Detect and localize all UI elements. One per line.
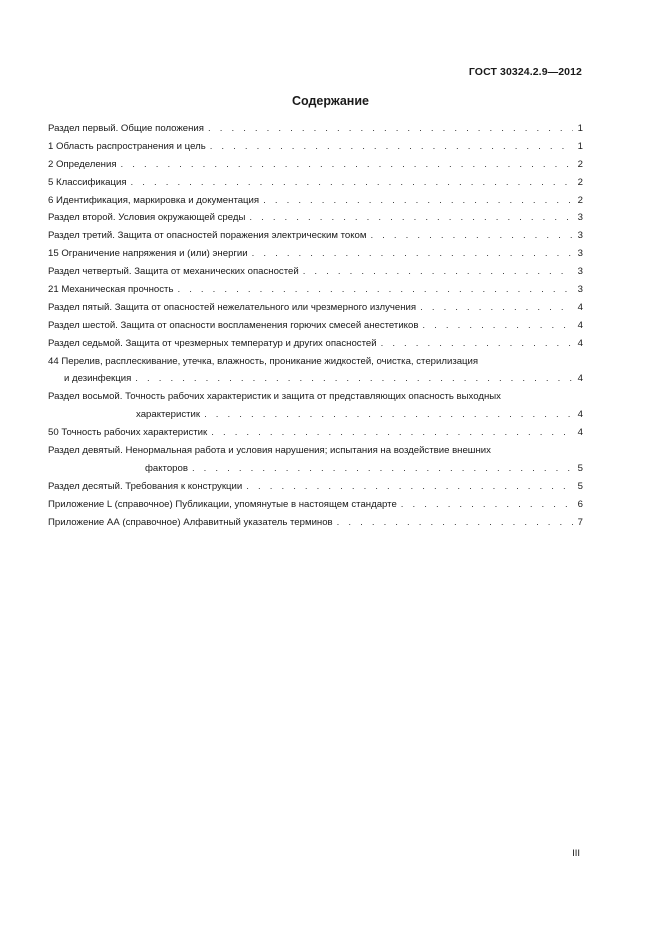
toc-entry-page: 3 [577,266,583,278]
dot-leader [370,227,572,245]
document-id: ГОСТ 30324.2.9—2012 [468,66,582,78]
toc-entry[interactable] [48,245,583,263]
dot-leader [204,406,573,424]
toc-entry-label: Раздел второй. Условия окружающей среды [48,212,246,224]
toc-entry-label: Раздел третий. Защита от опасностей поражения электрическим током [48,230,367,242]
dot-leader [249,209,572,227]
dot-leader [246,478,572,496]
toc-entry[interactable] [48,227,583,245]
toc-entry-label: Приложение L (справочное) Публикации, упомянутые в настоящем стандарте [48,498,397,510]
toc-entry[interactable] [48,335,583,353]
dot-leader [303,263,573,281]
toc-entry-page: 3 [577,284,583,296]
toc-entry-label: 15 Ограничение напряжения и (или) энергии [48,248,248,260]
toc-entry-page: 5 [577,480,583,492]
toc-entry-label: 44 Перелив, расплескивание, утечка, влажность, проникание жидкостей, очистка, стерилизация [48,355,479,367]
toc-entry-label: Приложение АА (справочное) Алфавитный указатель терминов [48,516,333,528]
toc-entry-page: 3 [577,230,583,242]
dot-leader [131,174,573,192]
toc-entry-label: Раздел первый. Общие положения [48,123,204,134]
toc-entry-page: 2 [577,158,583,170]
toc-entry[interactable] [48,317,583,335]
dot-leader [381,335,573,353]
toc-entry-page: 4 [577,409,583,421]
toc-entry[interactable] [48,353,583,389]
dot-leader [211,424,572,442]
toc-entry-label: 6 Идентификация, маркировка и документация [48,194,260,206]
toc-entry-label: Раздел седьмой. Защита от чрезмерных температур и других опасностей [48,337,377,349]
toc-entry-label-continued: и дезинфекция [64,373,132,385]
toc-entry-page: 2 [577,176,583,188]
toc-entry[interactable] [48,424,583,442]
toc-entry[interactable] [48,442,583,478]
toc-entry-label: Раздел шестой. Защита от опасности воспламенения горючих смесей анестетиков [48,319,419,331]
toc-entry[interactable] [48,299,583,317]
toc-entry-label: Раздел восьмой. Точность рабочих характеристик и защита от представляющих опасность выходных [48,391,501,403]
page-title: Содержание [291,94,369,108]
table-of-contents [48,120,583,531]
toc-entry-page: 6 [577,498,583,510]
toc-entry-page: 4 [577,373,583,385]
toc-entry-page: 1 [577,123,583,134]
toc-entry-label: 50 Точность рабочих характеристик [48,427,208,439]
toc-entry[interactable] [48,478,583,496]
toc-entry-label: Раздел девятый. Ненормальная работа и условия нарушения; испытания на воздействие внешних [48,445,491,457]
toc-entry-page: 4 [577,301,583,313]
toc-entry[interactable] [48,192,583,210]
toc-entry-label: 21 Механическая прочность [48,284,174,296]
toc-entry[interactable] [48,388,583,424]
toc-entry-label: 1 Область распространения и цель [48,140,206,152]
toc-entry-page: 2 [577,194,583,206]
dot-leader [208,120,573,138]
toc-entry[interactable] [48,156,583,174]
dot-leader [422,317,572,335]
toc-entry-page: 3 [577,248,583,260]
dot-leader [401,496,573,514]
toc-entry-label: Раздел пятый. Защита от опасностей нежелательного или чрезмерного излучения [48,301,417,313]
toc-entry-label: Раздел десятый. Требования к конструкции [48,480,243,492]
toc-entry[interactable] [48,263,583,281]
toc-entry[interactable] [48,496,583,514]
toc-entry-label-continued: факторов [145,462,188,474]
toc-entry[interactable] [48,281,583,299]
toc-entry[interactable] [48,209,583,227]
toc-entry-label-continued: характеристик [136,409,201,421]
toc-entry[interactable] [48,514,583,532]
dot-leader [121,156,573,174]
dot-leader [252,245,573,263]
toc-entry[interactable] [48,174,583,192]
toc-entry-page: 5 [577,462,583,474]
toc-entry-page: 4 [577,319,583,331]
toc-entry-page: 4 [577,427,583,439]
dot-leader [263,192,573,210]
page-number: III [572,848,580,859]
toc-entry-page: 7 [577,516,583,528]
toc-entry-page: 4 [577,337,583,349]
toc-entry-page: 1 [577,140,583,152]
toc-entry-label: Раздел четвертый. Защита от механических опасностей [48,266,299,278]
dot-leader [135,370,572,388]
dot-leader [420,299,573,317]
dot-leader [210,138,573,156]
toc-entry-page: 3 [577,212,583,224]
toc-entry-label: 2 Определения [48,158,117,170]
dot-leader [337,514,573,532]
toc-entry[interactable] [48,138,583,156]
toc-entry-label: 5 Классификация [48,176,127,188]
toc-entry[interactable] [48,120,583,138]
dot-leader [192,460,573,478]
dot-leader [177,281,572,299]
